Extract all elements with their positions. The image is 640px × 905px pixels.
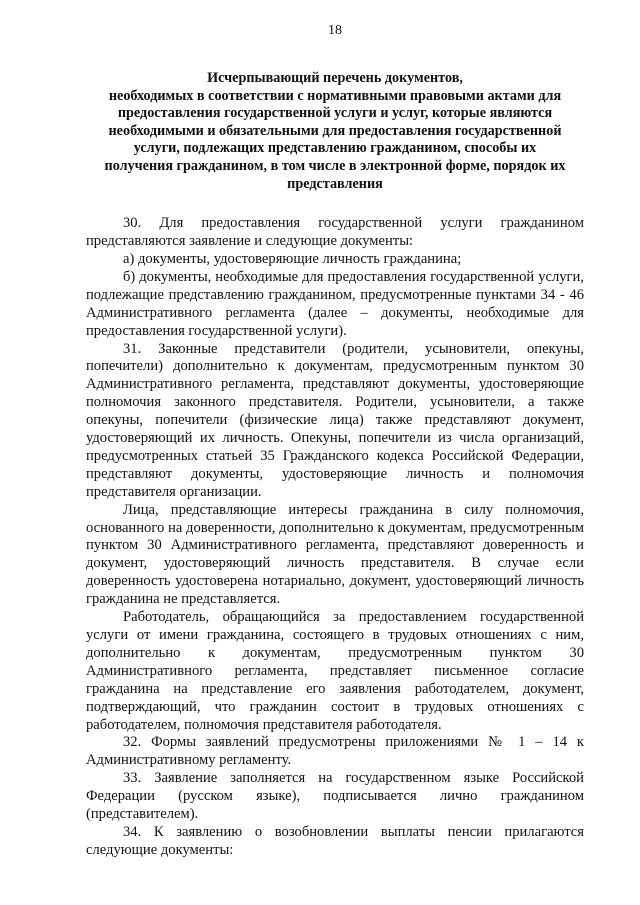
paragraph-34: 34. К заявлению о возобновлении выплаты пенсии прилагаются следующие документы: (86, 823, 584, 858)
paragraph-33: 33. Заявление заполняется на государственном языке Российской Федерации (русском языке), подписывается лично гражданином (представителем). (86, 770, 584, 823)
paragraph-31: 31. Законные представители (родители, усыновители, опекуны, попечители) дополнительно к документам, предусмотренным пунктом 30 Административного регламента, представляют документы, удостоверяющие полномочия законного представителя. Родители, усыновители, а также опекуны, попечители (физические лица) также представляют документ, удостоверяющий их личность. Опекуны, попечители из числа организаций, предусмотренных статьей 35 Гражданского кодекса Российской Федерации, представляют документы, удостоверяющие личность и полномочия представителя организации. (86, 340, 584, 500)
heading-line: необходимых в соответствии с нормативными правовыми актами для (108, 87, 562, 104)
heading-line: услуги, подлежащих представлению гражданином, способы их (133, 140, 537, 157)
paragraph-30-item-b: б) документы, необходимые для предоставления государственной услуги, подлежащие представлению гражданином, предусмотренные пунктами 34 - 46 Административного регламента (далее – документы, необходимые для предоставления государственной услуги). (86, 268, 584, 339)
body-text (86, 215, 584, 860)
heading-line: необходимыми и обязательными для предоставления государственной (108, 122, 562, 139)
page-number: 18 (328, 23, 342, 38)
heading-line: получения гражданином, в том числе в электронной форме, порядок их (104, 157, 566, 174)
paragraph-31-employer: Работодатель, обращающийся за предоставлением государственной услуги от имени гражданина, состоящего в трудовых отношениях с ним, дополнительно к документам, предусмотренным пунктом 30 Административного регламента, представляет письменное согласие гражданина на представление его заявления работодателем, документ, подтверждающий, что гражданин состоит в трудовых отношениях с работодателем, полномочия представителя работодателя. (86, 609, 584, 733)
paragraph-30-item-a: а) документы, удостоверяющие личность гражданина; (123, 250, 462, 267)
section-heading (86, 70, 584, 193)
paragraph-31-representatives: Лица, представляющие интересы гражданина в силу полномочия, основанного на доверенности, дополнительно к документам, предусмотренным пунктом 30 Административного регламента, представляют доверенность и документ, удостоверяющий личность представителя. В случае если доверенность удостоверена нотариально, документ, удостоверяющий личность гражданина не представляется. (86, 501, 584, 608)
paragraph-30: 30. Для предоставления государственной услуги гражданином представляются заявление и следующие документы: (86, 215, 584, 250)
heading-line: Исчерпывающий перечень документов, (207, 70, 463, 86)
paragraph-32: 32. Формы заявлений предусмотрены приложениями № 1 – 14 к Административному регламенту. (86, 734, 584, 769)
heading-line: предоставления государственной услуги и услуг, которые являются (117, 105, 553, 122)
heading-line: представления (287, 175, 383, 192)
